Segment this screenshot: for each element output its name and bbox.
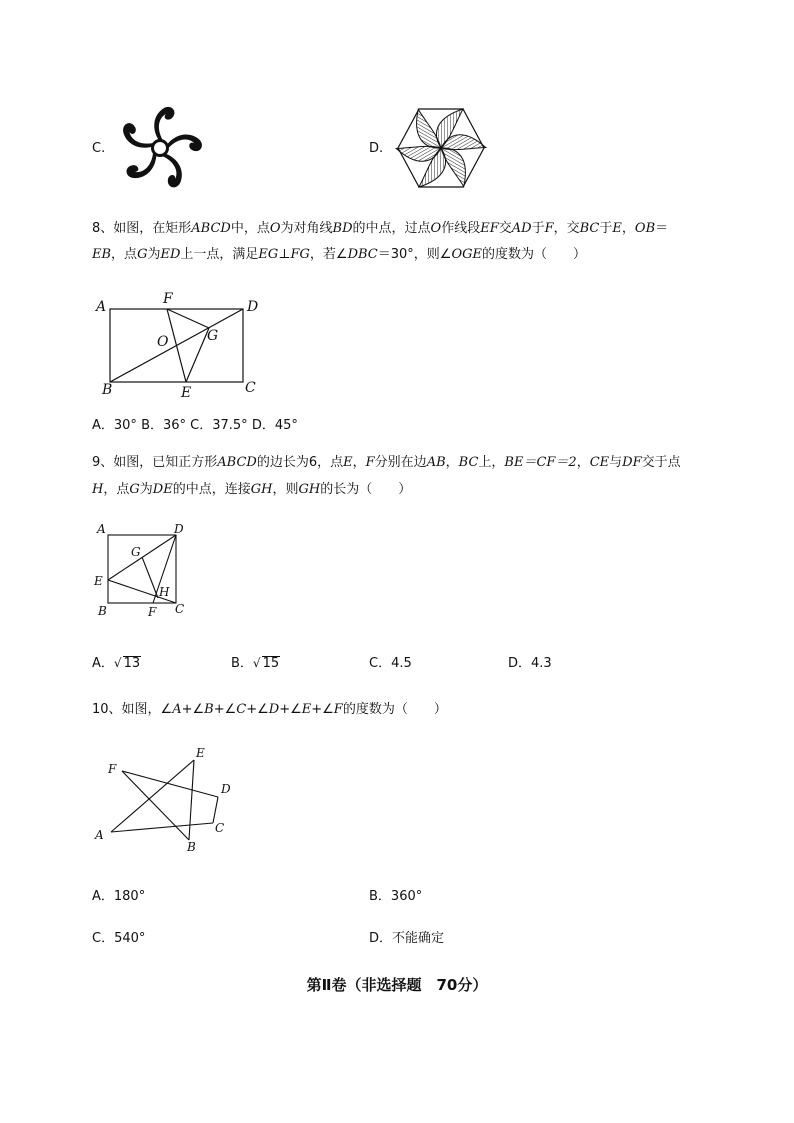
q10-segment-ae (111, 760, 194, 832)
q8-label-d: D (247, 299, 259, 315)
section-title: 第Ⅱ卷（非选择题 70分） (306, 976, 488, 994)
q9-option-c: C．4.5 (369, 656, 412, 671)
q8-line2: EB，点G为ED上一点，满足EG⊥FG，若∠DBC＝30°，则∠OGE的度数为（ ） (92, 247, 587, 262)
option-c-label: C. (92, 141, 106, 156)
q10-option-c: C．540° (92, 931, 146, 946)
q10-segment-ca (111, 823, 213, 832)
q10-segment-fd (122, 771, 218, 797)
q9-label-g: G (131, 545, 141, 559)
q10-segment-eb (189, 760, 194, 840)
q9-option-b: B．√ 15 (231, 656, 280, 671)
q10-option-b: B．360° (369, 889, 423, 904)
q8-label-a: A (96, 299, 107, 315)
q9-option-d: D．4.3 (508, 656, 552, 671)
q8-label-f: F (163, 291, 173, 307)
q10-segment-dc (213, 797, 218, 823)
q10-label-f: F (108, 762, 117, 776)
q9-label-b: B (98, 604, 107, 618)
q9-line1: 9、如图，已知正方形ABCD的边长为6，点E，F分别在边AB，BC上，BE＝CF＝2，CE与DF交于点 (92, 455, 681, 470)
q9-line2: H，点G为DE的中点，连接GH，则GH的长为（ ） (92, 482, 412, 497)
q9-label-f: F (148, 605, 157, 619)
q10-label-b: B (187, 840, 196, 854)
q9-label-h: H (159, 585, 170, 599)
q8-line1: 8、如图，在矩形ABCD中，点O为对角线BD的中点，过点O作线段EF交AD于F，交BC于E，OB＝ (92, 221, 669, 236)
q8-label-o: O (157, 334, 169, 350)
q9-label-a: A (97, 522, 106, 536)
q8-label-b: B (102, 382, 113, 398)
q8-label-c: C (245, 380, 256, 396)
q10-label-e: E (196, 746, 205, 760)
q9-label-e: E (94, 574, 103, 588)
q8-label-g: G (207, 328, 219, 344)
q9-label-c: C (175, 602, 185, 616)
q10-label-d: D (221, 782, 231, 796)
q10-label-c: C (215, 821, 225, 835)
q10-option-a: A．180° (92, 889, 146, 904)
option-d-label: D. (369, 141, 384, 156)
q8-options: A．30° B．36° C．37.5° D．45° (92, 418, 298, 433)
q10-text: 10、如图，∠A+∠B+∠C+∠D+∠E+∠F的度数为（ ） (92, 702, 447, 717)
q8-label-e: E (181, 385, 192, 401)
q9-option-a: A．√ 13 (92, 656, 141, 671)
q10-option-d: D．不能确定 (369, 931, 445, 946)
q9-label-d: D (174, 522, 184, 536)
q10-label-a: A (95, 828, 104, 842)
